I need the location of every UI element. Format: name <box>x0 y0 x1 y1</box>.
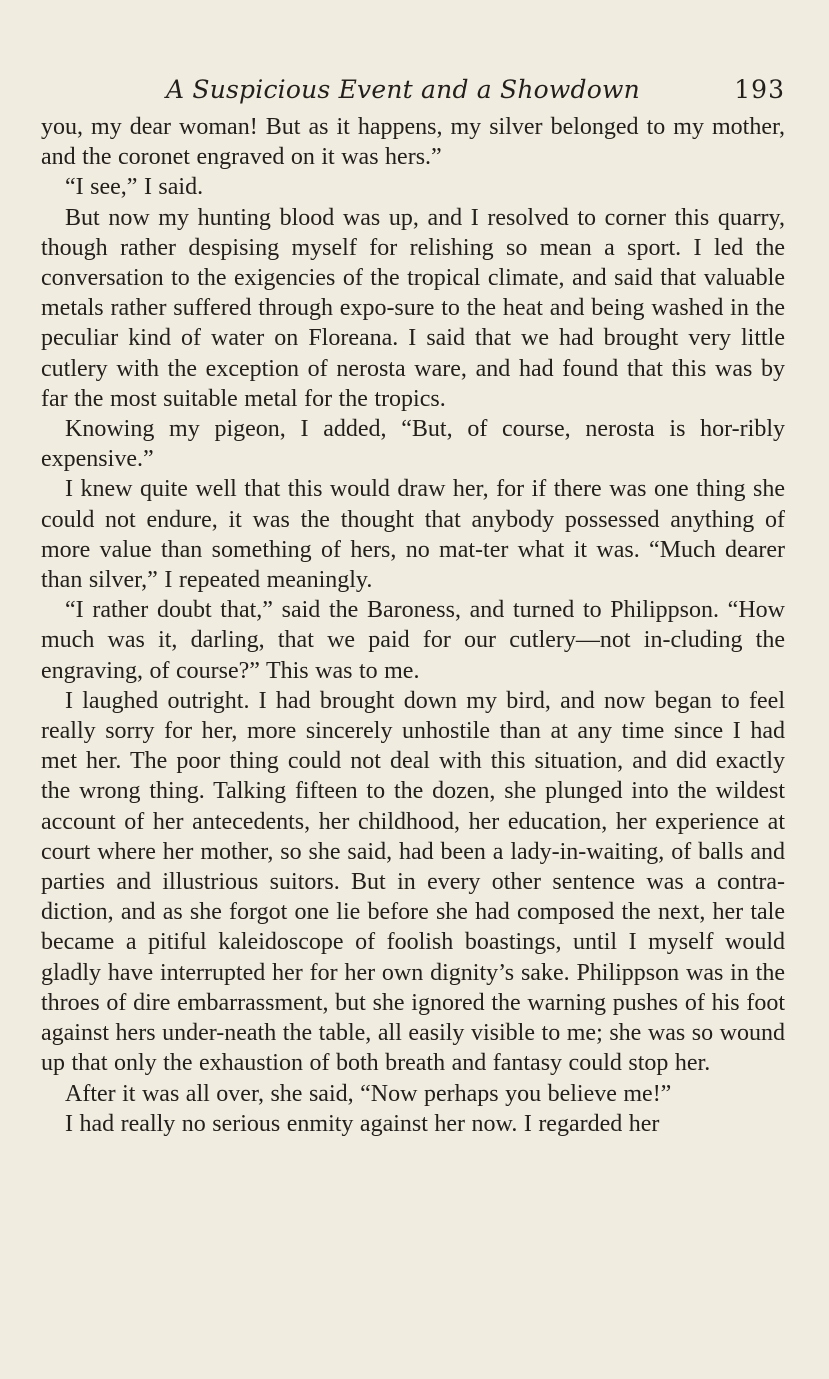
paragraph: I laughed outright. I had brought down my bird, and now began to feel really sorry for her, more sincerely unhostile than at any time since I had met her. The poor thing could not deal with this situation, and did exactly the wrong thing. Talking fifteen to the dozen, she plunged into the wildest account of her antecedents, her childhood, her education, her experience at court where her mother, so she said, had been a lady-in-waiting, of balls and parties and illustrious suitors. But in every other sentence was a contra-diction, and as she forgot one lie before she had composed the next, her tale became a pitiful kaleidoscope of foolish boastings, until I myself would gladly have interrupted her for her own dignity’s sake. Philippson was in the throes of dire embarrassment, but she ignored the warning pushes of his foot against hers under-neath the table, all easily visible to me; she was so wound up that only the exhaustion of both breath and fantasy could stop her. <box>41 687 785 1077</box>
body-text <box>41 112 785 1139</box>
paragraph: Knowing my pigeon, I added, “But, of course, nerosta is hor-ribly expensive.” <box>41 416 785 473</box>
paragraph-continued: you, my dear woman! But as it happens, my silver belonged to my mother, and the coronet engraved on it was hers.” <box>41 114 785 171</box>
page-number: 193 <box>734 75 785 104</box>
paragraph: After it was all over, she said, “Now perhaps you believe me!” <box>65 1080 672 1107</box>
paragraph: I knew quite well that this would draw her, for if there was one thing she could not endure, it was the thought that anybody possessed anything of more value than something of hers, no mat-ter what it was. “Much dearer than silver,” I repeated meaningly. <box>41 476 785 594</box>
paragraph: “I see,” I said. <box>65 174 204 201</box>
paragraph: But now my hunting blood was up, and I resolved to corner this quarry, though rather despising myself for relishing so mean a sport. I led the conversation to the exigencies of the tropical climate, and said that valuable metals rather suffered through expo-sure to the heat and being washed in the peculiar kind of water on Floreana. I said that we had brought very little cutlery with the exception of nerosta ware, and had found that this was by far the most suitable metal for the tropics. <box>41 204 785 412</box>
paragraph-continues: I had really no serious enmity against her now. I regarded her <box>65 1110 660 1137</box>
running-title: A Suspicious Event and a Showdown <box>166 75 640 104</box>
running-head <box>41 68 785 112</box>
paragraph: “I rather doubt that,” said the Baroness, and turned to Philippson. “How much was it, darling, that we paid for our cutlery—not in-cluding the engraving, of course?” This was to me. <box>41 597 785 684</box>
